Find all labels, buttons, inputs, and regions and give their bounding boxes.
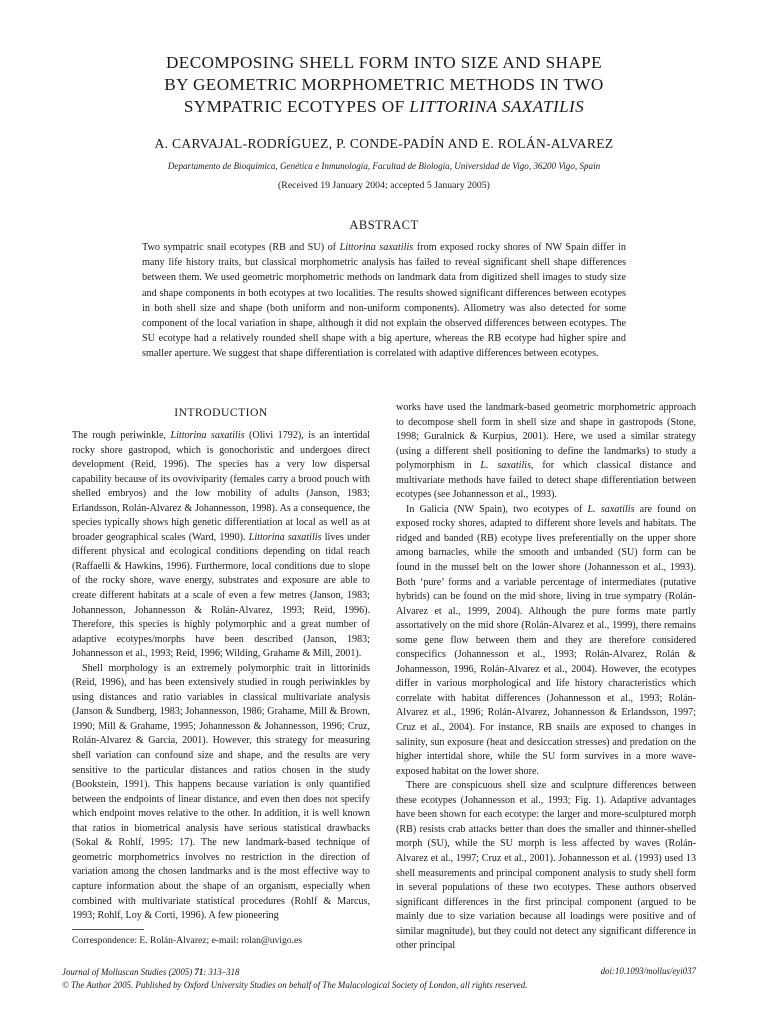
- journal-pages: : 313–318: [203, 967, 240, 977]
- right-p2-b: are found on exposed rocky shores, adapted to different shore levels and habitats. The ridged and banded (RB) ecotype lives preferentially on the upper shore among barnacles, while the smooth and unbanded (SU) form can be found in the mussel belt on the lower shore (Johannesson et al., 1993). Both ‘pure’ forms and a variable percentage of intermediates (putative hybrids) can be found on the mid shore, living in true sympatry (Rolán-Alvarez et al., 1999, 2004). Although the pure forms mate partly assortatively on the mid shore (Rolán-Alvarez et al., 1999), there remains some gene flow between them and they are therefore considered conspecifics (Johannesson et al., 1993; Rolán-Alvarez, Rolán & Johannesson, 1996, Rolán-Alvarez et al., 2004). However, the ecotypes differ in various morphological and life history characteristics which correlate with habitat differences (Johannesson et al., 1993; Rolán-Alvarez et al., 1996; Rolán-Alvarez, Johannesson & Erlandsson, 1997; Cruz et al., 2004). For instance, RB snails are exposed to changes in salinity, sun exposure (heat and desiccation stresses) and predation on the higher intertidal shore, while the SU form survives in a more wave-exposed habitat on the lower shore.: [396, 503, 696, 777]
- right-column: [396, 401, 696, 954]
- intro-paragraph-1: [72, 429, 370, 662]
- right-p2-species: L. saxatilis: [587, 503, 635, 515]
- journal-name: Journal of Molluscan Studies (2005): [62, 967, 195, 977]
- copyright-line: © The Author 2005. Published by Oxford University Studies on behalf of The Malacological Society of London, all rights reserved.: [62, 980, 528, 991]
- journal-footer: [62, 966, 527, 992]
- title-line-3: [60, 96, 708, 118]
- affiliation: Departamento de Bioquímica, Genética e Inmunología, Facultad de Biología, Universidad de Vigo, 36200 Vigo, Spain: [167, 161, 601, 171]
- intro-p1-b: (Olivi 1792), is an intertidal rocky shore gastropod, which is gonochoristic and undergoes direct development (Reid, 1996). The species has a very low dispersal capability because of its ovoviviparity (females carry a brood pouch with shelled embryos) and the low mobility of adults (Janson, 1983; Erlandsson, Rolán-Alvarez & Johannesson, 1998). As a consequence, the species typically shows high genetic differentiation at local as well as at broader geographical scales (Ward, 1990).: [72, 430, 371, 543]
- left-column: [72, 405, 370, 924]
- intro-p1-species-2: Littorina saxatilis: [248, 531, 322, 543]
- journal-volume: 71: [194, 967, 204, 977]
- right-p2-a: In Galicia (NW Spain), two ecotypes of: [406, 503, 588, 515]
- correspondence-note: Correspondence: E. Rolán-Alvarez; e-mail: rolan@uvigo.es: [72, 935, 302, 946]
- authors: A. CARVAJAL-RODRÍGUEZ, P. CONDE-PADÍN AND E. ROLÁN-ALVAREZ: [154, 136, 614, 151]
- right-p1-b: , for which classical distance and multivariate methods have failed to detect shape differentiation between ecotypes (see Johannesson et al., 1993).: [396, 460, 696, 501]
- right-p1-a: works have used the landmark-based geometric morphometric approach to decompose shell form in shell size and shape in gastropods (Stone, 1998; Guralnick & Kurpius, 2001). Here, we used a similar strategy (using a different shell positioning to define the landmarks) to study a polymorphism in: [396, 402, 696, 472]
- title-line-3-prefix: SYMPATRIC ECOTYPES OF: [183, 97, 410, 116]
- intro-p1-species: Littorina saxatilis: [170, 430, 245, 441]
- title-species: LITTORINA SAXATILIS: [409, 97, 585, 116]
- abstract-species: Littorina saxatilis: [339, 242, 414, 253]
- abstract-text: [142, 240, 626, 362]
- right-paragraph-2: [396, 503, 696, 779]
- introduction-heading: INTRODUCTION: [174, 406, 268, 419]
- title-line-2: BY GEOMETRIC MORPHOMETRIC METHODS IN TWO: [164, 75, 604, 94]
- abstract-part-2: from exposed rocky shores of NW Spain differ in many life history traits, but classical morphometric analysis has failed to reveal significant shell shape differences between them. We used geometric morphometric methods on landmark data from digitized shell images to study size and shape components in both ecotypes at two localities. The results showed significant differences between ecotypes in both shell size and shape (both uniform and non-uniform components). Allometry was also detected for some component of the local variation in shape, although it did not explain the observed differences between ecotypes. The SU ecotype had a relatively rounded shell shape with a big aperture, whereas the RB ecotype had higher spire and smaller aperture. We suggest that shape differentiation is correlated with adaptive differences between ecotypes.: [142, 242, 626, 360]
- title-line-1: DECOMPOSING SHELL FORM INTO SIZE AND SHAPE: [165, 53, 603, 72]
- journal-citation: [62, 966, 527, 979]
- intro-p1-c: lives under different physical and ecological conditions depending on tidal reach (Raffaelli & Hawkins, 1996). Furthermore, local conditions due to slope of the rocky shore, wave energy, substrates and exposure are able to create different habitats at a scale of even a few metres (Janson, 1983; Johannesson, Johannesson & Rolán-Alvarez, 1993; Reid, 1996). Therefore, this species is highly polymorphic and a great number of adaptive ecotypes/morphs have been described (Janson, 1983; Johannesson et al., 1993; Reid, 1996; Wilding, Grahame & Mill, 2001).: [72, 531, 371, 660]
- right-paragraph-1: [396, 401, 696, 503]
- received-dates: (Received 19 January 2004; accepted 5 January 2005): [278, 180, 490, 191]
- intro-p1-a: The rough periwinkle,: [72, 430, 171, 441]
- intro-paragraph-2: Shell morphology is an extremely polymorphic trait in littorinids (Reid, 1996), and has been extensively studied in rough periwinkles by using distances and ratio variables in classical multivariate analysis (Janson & Sundberg, 1983; Johannesson, 1986; Grahame, Mill & Brown, 1990; Mill & Grahame, 1995; Johannesson & Johannesson, 1996; Cruz, Rolán-Alvarez & García, 2001). However, this strategy for measuring shell variation can confound size and shape, and the results are very sensitive to the particular distances and ratios chosen in the study (Bookstein, 1991). This happens because variation is only quantified between the endpoints of linear distance, and even then does not specify which endpoint moves relative to the other. In addition, it is well known that ratios in biometrical analysis have serious statistical drawbacks (Sokal & Rohlf, 1995: 17). The new landmark-based technique of geometric morphometrics involves no restriction in the direction of variation among the chosen landmarks and is the most effective way to capture information about the shape of an organism, especially when combined with multivariate statistical procedures (Rohlf & Marcus, 1993; Rohlf, Loy & Corti, 1996). A few pioneering: [72, 662, 370, 922]
- footnote-rule: [72, 929, 144, 930]
- paper-title: [60, 52, 708, 118]
- abstract-part-1: Two sympatric snail ecotypes (RB and SU) of: [142, 242, 340, 253]
- doi: doi:10.1093/mollus/eyi037: [600, 966, 696, 976]
- abstract-heading: ABSTRACT: [349, 218, 419, 232]
- right-paragraph-3: There are conspicuous shell size and sculpture differences between these ecotypes (Johannesson et al., 1993; Fig. 1). Adaptive advantages have been shown for each ecotype: the larger and more-sculptured morph (RB) resists crab attacks better than does the smaller and thinner-shelled morph (SU), while the SU morph is less affected by waves (Rolán-Alvarez et al., 1997; Cruz et al., 2001). Johannesson et al. (1993) used 13 shell measurements and principal component analysis to study shell form in several populations of these two ecotypes. These authors observed significant differences in the first principal component (argued to be mainly due to size variation because all loadings were positive and of similar magnitude), but they could not detect any significant difference in other principal: [396, 780, 696, 952]
- right-p1-species: L. saxatilis: [480, 460, 532, 472]
